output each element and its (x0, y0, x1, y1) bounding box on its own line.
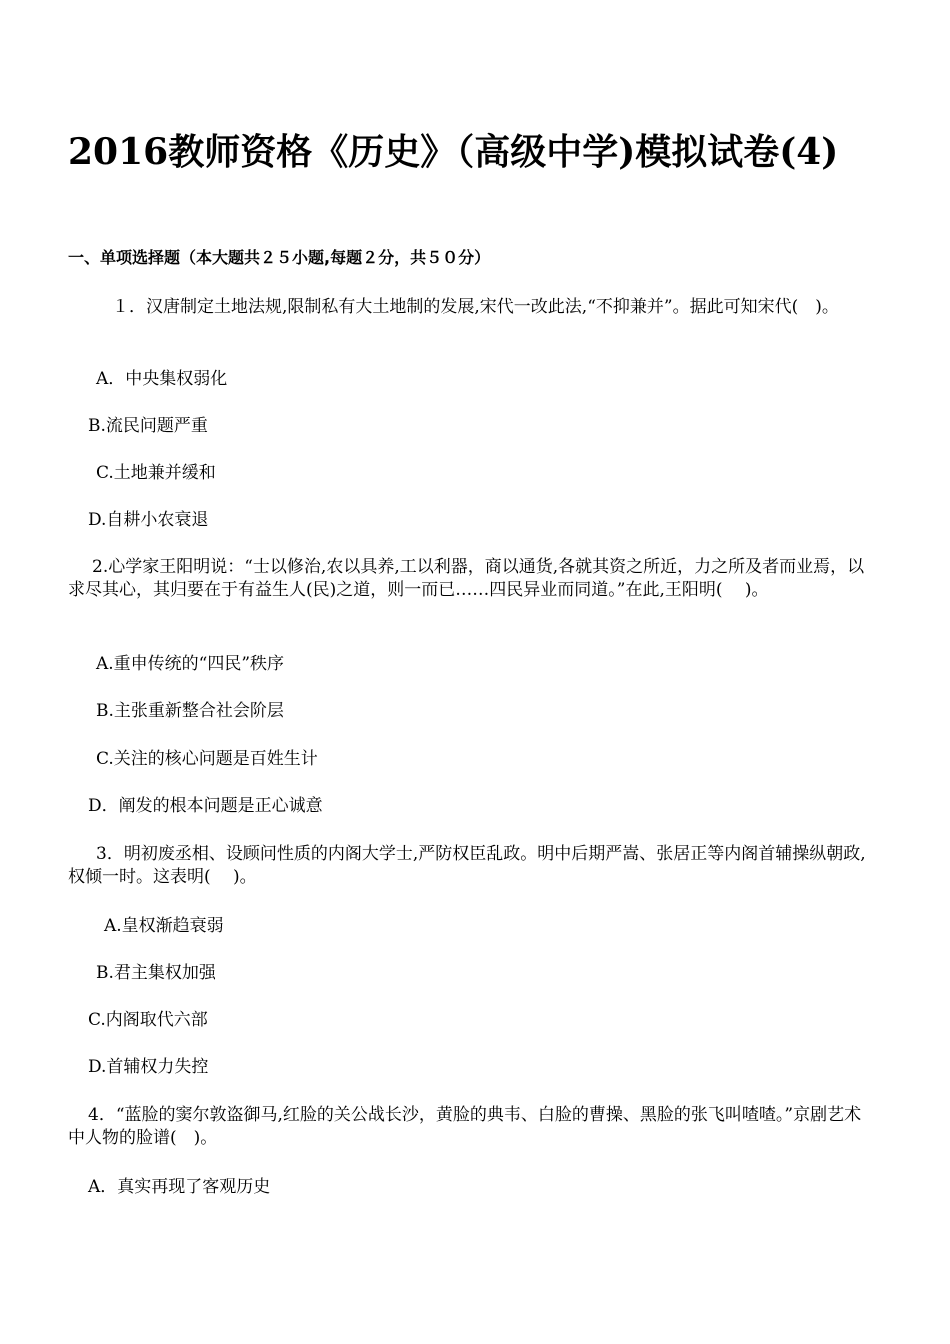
question-4-option-a: A．真实再现了客观历史 (88, 1177, 271, 1197)
question-1-option-a: A．中央集权弱化 (96, 369, 228, 389)
question-1-stem: １．汉唐制定土地法规,限制私有大土地制的发展,宋代一改此法,“不抑兼并”。据此可知宋代( )。 (112, 297, 839, 317)
question-2-option-b: B.主张重新整合社会阶层 (96, 701, 284, 721)
question-3-option-b: B.君主集权加强 (96, 963, 216, 983)
question-1-option-c: C.土地兼并缓和 (96, 463, 216, 483)
question-4-stem: 4．“蓝脸的窦尔敦盗御马,红脸的关公战长沙，黄脸的典韦、白脸的曹操、黑脸的张飞叫喳喳。”京剧艺术中人物的脸谱( )。 (68, 1105, 862, 1148)
question-3-stem: 3．明初废丞相、设顾问性质的内阁大学士,严防权臣乱政。明中后期严嵩、张居正等内阁首辅操纵朝政,权倾一时。这表明( )。 (68, 844, 866, 887)
question-2-option-a: A.重申传统的“四民”秩序 (96, 654, 285, 674)
page-title: 2016教师资格《历史》（高级中学)模拟试卷(4) (68, 131, 839, 173)
question-2-option-d: D．阐发的根本问题是正心诚意 (88, 796, 323, 816)
question-1-option-b: B.流民问题严重 (88, 416, 208, 436)
question-3-option-d: D.首辅权力失控 (88, 1057, 209, 1077)
question-1-option-d: D.自耕小农衰退 (88, 510, 209, 530)
question-2-stem: 2.心学家王阳明说：“士以修治,农以具养,工以利器，商以通货,各就其资之所近，力之所及者而业焉，以求尽其心，其归要在于有益生人(民)之道，则一而已……四民异业而同道。”在此,王阳明( )。 (68, 557, 865, 600)
question-3-option-a: A.皇权渐趋衰弱 (104, 916, 224, 936)
question-2-option-c: C.关注的核心问题是百姓生计 (96, 749, 318, 769)
question-3-option-c: C.内阁取代六部 (88, 1010, 208, 1030)
section-heading: 一、单项选择题（本大题共２５小题,每题２分，共５０分） (68, 248, 491, 267)
